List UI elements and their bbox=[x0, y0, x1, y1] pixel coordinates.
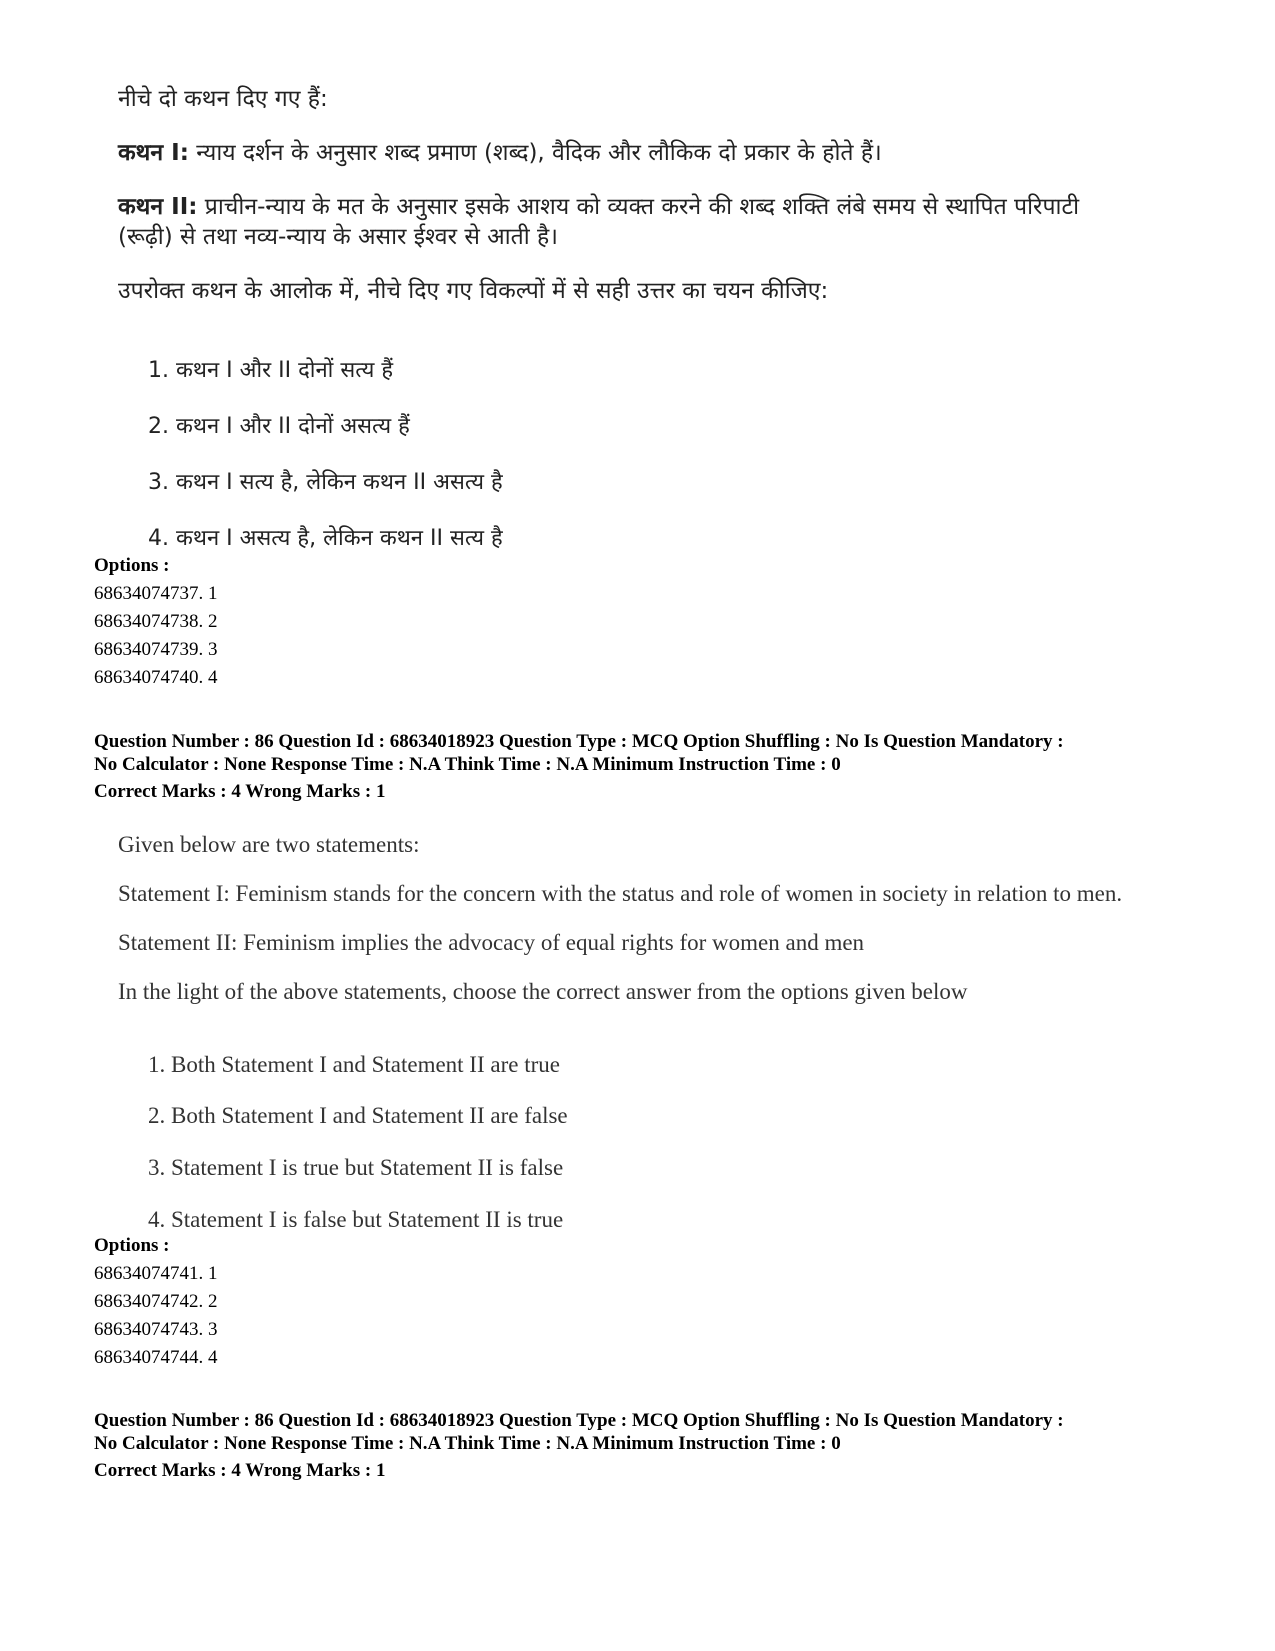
hindi-instruction bbox=[118, 276, 1178, 306]
hindi-statement-2 bbox=[118, 192, 1178, 252]
hindi-statement-1-text: न्याय दर्शन के अनुसार शब्द प्रमाण (शब्द), वैदिक और लौकिक दो प्रकार के होते हैं। bbox=[188, 140, 882, 166]
q85-option-1: 68634074737. 1 bbox=[94, 583, 218, 604]
english-instruction-text: In the light of the above statements, choose the correct answer from the options given below bbox=[118, 979, 968, 1004]
english-statement-2 bbox=[118, 928, 1178, 958]
q85-option-2: 68634074738. 2 bbox=[94, 611, 218, 632]
q86-marks: Correct Marks : 4 Wrong Marks : 1 bbox=[94, 781, 386, 802]
q86-meta-line-1: Question Number : 86 Question Id : 68634018923 Question Type : MCQ Option Shuffling : No Is Question Mandatory : bbox=[94, 731, 1064, 752]
english-choice-2: 2. Both Statement I and Statement II are false bbox=[148, 1103, 568, 1128]
q86-option-3: 68634074743. 3 bbox=[94, 1319, 218, 1340]
english-intro-text: Given below are two statements: bbox=[118, 832, 420, 857]
english-choice-3: 3. Statement I is true but Statement II is false bbox=[148, 1155, 564, 1180]
hindi-statement-2-label: कथन II: bbox=[118, 194, 198, 220]
hindi-statement-1-label: कथन I: bbox=[118, 140, 189, 166]
english-question-intro bbox=[118, 830, 1178, 860]
hindi-choice-1: 1. कथन I और II दोनों सत्य हैं bbox=[148, 358, 394, 383]
q85-option-4: 68634074740. 4 bbox=[94, 667, 218, 688]
hindi-question-intro bbox=[118, 84, 1178, 114]
hindi-intro-text: नीचे दो कथन दिए गए हैं: bbox=[118, 86, 328, 112]
hindi-choice-4: 4. कथन I असत्य है, लेकिन कथन II सत्य है bbox=[148, 526, 503, 551]
english-statement-1-text: Statement I: Feminism stands for the concern with the status and role of women in society in relation to men. bbox=[118, 881, 1123, 906]
hindi-statement-1 bbox=[118, 138, 1178, 168]
q86-repeat-marks: Correct Marks : 4 Wrong Marks : 1 bbox=[94, 1460, 386, 1481]
english-instruction bbox=[118, 977, 1178, 1007]
english-statement-1 bbox=[118, 879, 1178, 909]
q86-option-4: 68634074744. 4 bbox=[94, 1347, 218, 1368]
hindi-choice-2: 2. कथन I और II दोनों असत्य हैं bbox=[148, 414, 410, 439]
q86-option-1: 68634074741. 1 bbox=[94, 1263, 218, 1284]
hindi-instruction-text: उपरोक्त कथन के आलोक में, नीचे दिए गए विकल्पों में से सही उत्तर का चयन कीजिए: bbox=[118, 278, 829, 304]
english-statement-2-text: Statement II: Feminism implies the advocacy of equal rights for women and men bbox=[118, 930, 865, 955]
q85-option-3: 68634074739. 3 bbox=[94, 639, 218, 660]
q86-repeat-meta-line-2: No Calculator : None Response Time : N.A Think Time : N.A Minimum Instruction Time : 0 bbox=[94, 1433, 841, 1454]
hindi-statement-2-text-line1: प्राचीन-न्याय के मत के अनुसार इसके आशय को व्यक्त करने की शब्द शक्ति लंबे समय से स्थापित परिपाटी bbox=[197, 194, 1080, 220]
hindi-statement-2-text-line2: (रूढ़ी) से तथा नव्य-न्याय के असार ईश्वर से आती है। bbox=[118, 224, 558, 250]
q85-options-heading: Options : bbox=[94, 555, 170, 576]
english-choice-1: 1. Both Statement I and Statement II are true bbox=[148, 1052, 560, 1077]
english-choice-4: 4. Statement I is false but Statement II is true bbox=[148, 1207, 564, 1232]
q86-repeat-meta-line-1: Question Number : 86 Question Id : 68634018923 Question Type : MCQ Option Shuffling : No Is Question Mandatory : bbox=[94, 1410, 1064, 1431]
q86-option-2: 68634074742. 2 bbox=[94, 1291, 218, 1312]
q86-options-heading: Options : bbox=[94, 1235, 170, 1256]
hindi-choice-3: 3. कथन I सत्य है, लेकिन कथन II असत्य है bbox=[148, 470, 503, 495]
q86-meta-line-2: No Calculator : None Response Time : N.A Think Time : N.A Minimum Instruction Time : 0 bbox=[94, 754, 841, 775]
